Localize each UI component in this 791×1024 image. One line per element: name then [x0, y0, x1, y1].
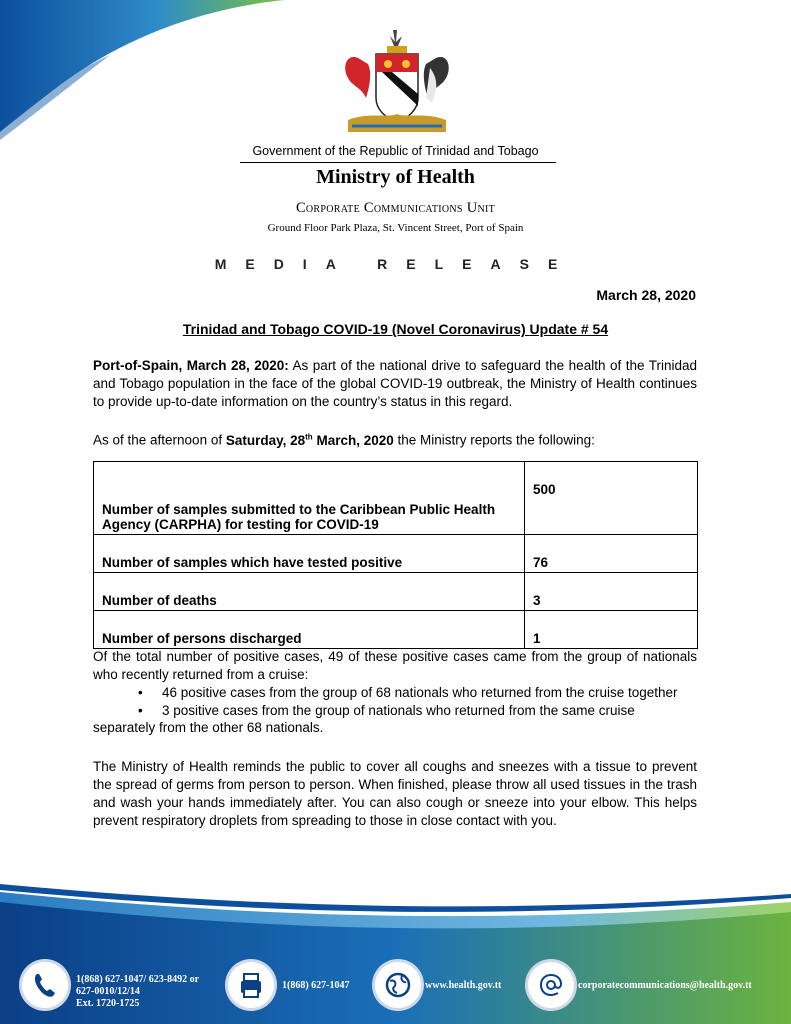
as-of-sup: th: [305, 432, 313, 441]
footer-fax: [228, 962, 368, 1010]
top-swoosh-decoration: [0, 0, 300, 140]
reminder-paragraph: The Ministry of Health reminds the public to cover all coughs and sneezes with a tissue to prevent the spread of germs from person to person. When finished, please throw all used tissues in the trash and wash your hands immediately after. You can also cough or sneeze into your elbow. This helps prevent respiratory droplets from spreading to those in close contact with you.: [93, 759, 697, 828]
stat-value: 76: [525, 535, 698, 573]
intro-lead: Port-of-Spain, March 28, 2020:: [93, 358, 289, 373]
footer-website[interactable]: [375, 962, 525, 1010]
bullet-text: 46 positive cases from the group of 68 nationals who returned from the cruise together: [162, 685, 678, 700]
bullet-dot-icon: •: [138, 685, 143, 700]
intro-paragraph: [93, 357, 697, 411]
website-link[interactable]: www.health.gov.tt: [425, 980, 502, 991]
email-link[interactable]: corporatecommunications@health.gov.tt: [578, 980, 752, 991]
as-of-date: [226, 433, 394, 448]
stat-label: Number of persons discharged: [94, 611, 525, 649]
phone-line-2: 627-0010/12/14: [76, 986, 140, 997]
as-of-line: [93, 428, 697, 450]
phone-line-1: 1(868) 627-1047/ 623-8492 or: [76, 974, 200, 985]
coat-of-arms-emblem: [338, 28, 456, 138]
at-icon: [528, 962, 574, 1008]
stat-label: Number of samples which have tested positive: [94, 535, 525, 573]
bullet-text: 3 positive cases from the group of nationals who returned from the same cruise: [162, 703, 635, 718]
release-title: Trinidad and Tobago COVID-19 (Novel Coronavirus) Update # 54: [182, 321, 609, 337]
release-date: March 28, 2020: [596, 287, 696, 303]
phone-line-3: Ext. 1720-1725: [76, 998, 140, 1009]
list-item: [138, 684, 698, 702]
statistics-table: [93, 461, 698, 649]
unit-address: Ground Floor Park Plaza, St. Vincent Street, Port of Spain: [267, 222, 524, 234]
unit-name: Corporate Communications Unit: [295, 200, 496, 216]
media-release-heading: MEDIA RELEASE: [214, 256, 577, 272]
as-of-before: As of the afternoon of: [93, 432, 226, 448]
footer-phone: [22, 962, 232, 1010]
stat-value: 3: [525, 573, 698, 611]
cases-bullet-list: [138, 684, 698, 720]
stat-label: Number of deaths: [94, 573, 525, 611]
table-row: [94, 573, 698, 611]
table-row: [94, 535, 698, 573]
fax-icon: [228, 962, 274, 1008]
table-row: [94, 611, 698, 649]
cases-paragraph: Of the total number of positive cases, 49 of these positive cases came from the group of nationals who recently returned from a cruise:: [93, 649, 697, 682]
bullet-continuation: separately from the other 68 nationals.: [93, 720, 324, 735]
footer-email[interactable]: [528, 962, 778, 1010]
bullet-dot-icon: •: [138, 703, 143, 718]
list-item: [138, 702, 698, 720]
phone-icon: [22, 962, 68, 1008]
government-name: Government of the Republic of Trinidad and Tobago: [252, 144, 539, 158]
ministry-name: Ministry of Health: [316, 166, 475, 188]
as-of-month: March, 2020: [312, 432, 394, 448]
as-of-after: the Ministry reports the following:: [393, 432, 595, 448]
stat-value: 500: [525, 462, 698, 535]
fax-number: 1(868) 627-1047: [282, 980, 350, 991]
globe-icon: [375, 962, 421, 1008]
stat-label: Number of samples submitted to the Caribbean Public Health Agency (CARPHA) for testing for COVID-19: [94, 462, 525, 535]
as-of-day: Saturday, 28: [225, 432, 306, 448]
intro-text: As part of the national drive to safeguard the health of the Trinidad and Tobago population in the face of the global COVID-19 outbreak, the Ministry of Health continues to provide up-to-date information on the country’s status in this regard.: [93, 358, 697, 409]
table-row: [94, 462, 698, 535]
header-divider: [240, 162, 556, 163]
stat-value: 1: [525, 611, 698, 649]
